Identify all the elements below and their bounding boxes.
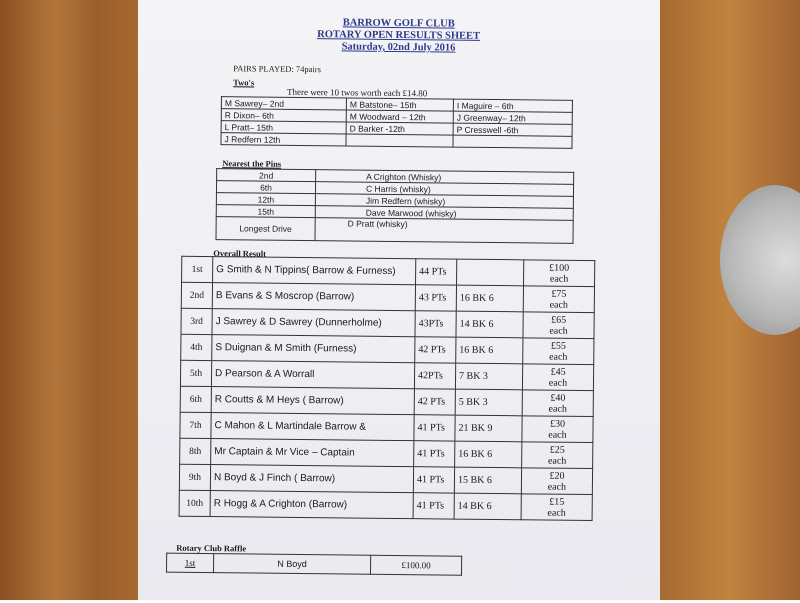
prize-cell: [523, 312, 594, 339]
pair-names-cell: B Evans & S Moscrop (Barrow): [212, 283, 415, 311]
club-title: BARROW GOLF CLUB: [342, 17, 455, 30]
nearest-pins-table: [215, 168, 574, 244]
raffle-winner: N Boyd: [213, 554, 370, 575]
prize-amount: £55: [550, 340, 566, 352]
prize-cell: [521, 494, 592, 521]
raffle-amount: £100.00: [370, 555, 461, 575]
prize-amount: £65: [551, 314, 567, 326]
table-cell: J Greenway– 12th: [453, 111, 572, 124]
pair-names-cell: J Sawrey & D Sawrey (Dunnerholme): [212, 309, 415, 337]
hole-cell: Longest Drive: [216, 217, 315, 241]
pair-names-cell: G Smith & N Tippins( Barrow & Furness): [213, 257, 416, 285]
pair-names-cell: N Boyd & J Finch ( Barrow): [210, 465, 413, 493]
position-cell: 4th: [181, 334, 212, 360]
prize-each: each: [547, 481, 567, 493]
table-cell: J Redfern 12th: [221, 133, 346, 146]
back-nine-cell: 14 BK 6: [456, 311, 523, 338]
points-cell: 42 PTs: [414, 389, 455, 415]
table-cell: L Pratt– 15th: [221, 121, 346, 134]
prize-cell: [523, 338, 594, 365]
prize-amount: £100: [549, 262, 570, 274]
raffle-heading: Rotary Club Raffle: [176, 542, 247, 554]
position-cell: 8th: [180, 438, 211, 464]
points-cell: 41 PTs: [414, 441, 455, 467]
position-cell: 6th: [180, 386, 211, 412]
twos-heading: Two's: [233, 77, 255, 88]
back-nine-cell: 16 BK 6: [456, 337, 523, 364]
prize-each: each: [549, 351, 568, 363]
twos-table: [220, 96, 572, 149]
prize-each: each: [548, 403, 567, 415]
points-cell: 41 PTs: [414, 415, 455, 441]
back-nine-cell: 16 BK 6: [455, 441, 522, 468]
back-nine-cell: 14 BK 6: [454, 493, 521, 520]
prize-each: each: [548, 429, 567, 441]
table-row: [166, 553, 461, 575]
prize-each: each: [549, 325, 568, 337]
raffle-position: 1st: [166, 553, 213, 572]
pair-names-cell: Mr Captain & Mr Vice – Captain: [211, 439, 414, 467]
prize-amount: £75: [551, 288, 567, 300]
hole-cell: 12th: [216, 193, 315, 206]
table-cell: I Maguire – 6th: [453, 99, 572, 112]
prize-cell: [524, 260, 595, 287]
raffle-table: [166, 553, 462, 576]
overall-heading: Overall Result: [213, 248, 267, 259]
points-cell: 44 PTs: [416, 259, 457, 285]
prize-each: each: [549, 299, 569, 311]
points-cell: 41 PTs: [413, 493, 454, 519]
sheet-date: Saturday, 02nd July 2016: [341, 41, 456, 54]
back-nine-cell: 15 BK 6: [454, 467, 521, 494]
wooden-table-left: [0, 0, 138, 600]
prize-amount: £20: [549, 470, 565, 482]
points-cell: 43 PTs: [415, 285, 456, 311]
table-cell: M Sawrey– 2nd: [221, 97, 346, 110]
table-cell: R Dixon– 6th: [221, 109, 346, 122]
table-row: [216, 217, 573, 244]
winner-cell: Jim Redfern (whisky): [315, 194, 573, 209]
table-row: [179, 490, 592, 520]
pair-names-cell: R Hogg & A Crighton (Barrow): [210, 491, 413, 519]
prize-cell: [521, 468, 592, 495]
nearest-heading: Nearest the Pins: [222, 158, 282, 169]
position-cell: 9th: [179, 464, 210, 490]
position-cell: 1st: [182, 256, 213, 282]
overall-results-table: [179, 256, 596, 521]
winner-cell: C Harris (whisky): [315, 182, 573, 197]
sheet-title: ROTARY OPEN RESULTS SHEET: [317, 29, 481, 42]
sheet-content: [132, 0, 660, 603]
position-cell: 7th: [180, 412, 211, 438]
table-cell: M Batstone– 15th: [346, 98, 453, 111]
twos-note: There were 10 twos worth each £14.80: [286, 86, 428, 99]
back-nine-cell: [457, 259, 524, 286]
table-cell: D Barker -12th: [346, 122, 453, 135]
prize-amount: £45: [550, 366, 566, 378]
prize-each: each: [549, 273, 569, 285]
position-cell: 2nd: [181, 282, 212, 308]
prize-cell: [522, 364, 593, 391]
table-cell: M Woodward – 12th: [346, 110, 453, 123]
back-nine-cell: 16 BK 6: [456, 285, 523, 312]
pair-names-cell: R Coutts & M Heys ( Barrow): [211, 387, 414, 415]
back-nine-cell: 5 BK 3: [455, 389, 522, 416]
winner-cell: Dave Marwood (whisky): [315, 206, 573, 221]
position-cell: 10th: [179, 490, 210, 516]
points-cell: 42 PTs: [415, 337, 456, 363]
back-nine-cell: 21 BK 9: [455, 415, 522, 442]
hole-cell: 15th: [216, 205, 315, 218]
results-sheet: [138, 0, 660, 600]
pair-names-cell: S Duignan & M Smith (Furness): [212, 335, 415, 363]
pair-names-cell: D Pearson & A Worrall: [211, 361, 414, 389]
prize-amount: £25: [549, 444, 565, 456]
table-cell: [346, 134, 453, 147]
prize-cell: [522, 416, 593, 443]
hole-cell: 2nd: [217, 169, 316, 182]
prize-amount: £30: [550, 418, 566, 430]
position-cell: 3rd: [181, 308, 212, 334]
winner-cell: D Pratt (whisky): [315, 218, 573, 244]
table-row: [221, 133, 572, 149]
winner-cell: A Crighton (Whisky): [316, 170, 574, 185]
table-cell: [453, 135, 572, 148]
prize-amount: £40: [550, 392, 566, 404]
prize-each: each: [547, 507, 566, 519]
position-cell: 5th: [180, 360, 211, 386]
points-cell: 43PTs: [415, 311, 456, 337]
pairs-played: PAIRS PLAYED: 74pairs: [233, 63, 322, 75]
prize-cell: [522, 390, 593, 417]
prize-amount: £15: [549, 496, 565, 508]
prize-each: each: [548, 377, 568, 389]
pair-names-cell: C Mahon & L Martindale Barrow &: [211, 413, 414, 441]
hole-cell: 6th: [216, 181, 315, 194]
points-cell: 41 PTs: [413, 467, 454, 493]
prize-cell: [522, 442, 593, 469]
prize-cell: [523, 286, 594, 313]
points-cell: 42PTs: [414, 363, 455, 389]
back-nine-cell: 7 BK 3: [455, 363, 522, 390]
prize-each: each: [547, 455, 567, 467]
table-cell: P Cresswell -6th: [453, 123, 572, 136]
